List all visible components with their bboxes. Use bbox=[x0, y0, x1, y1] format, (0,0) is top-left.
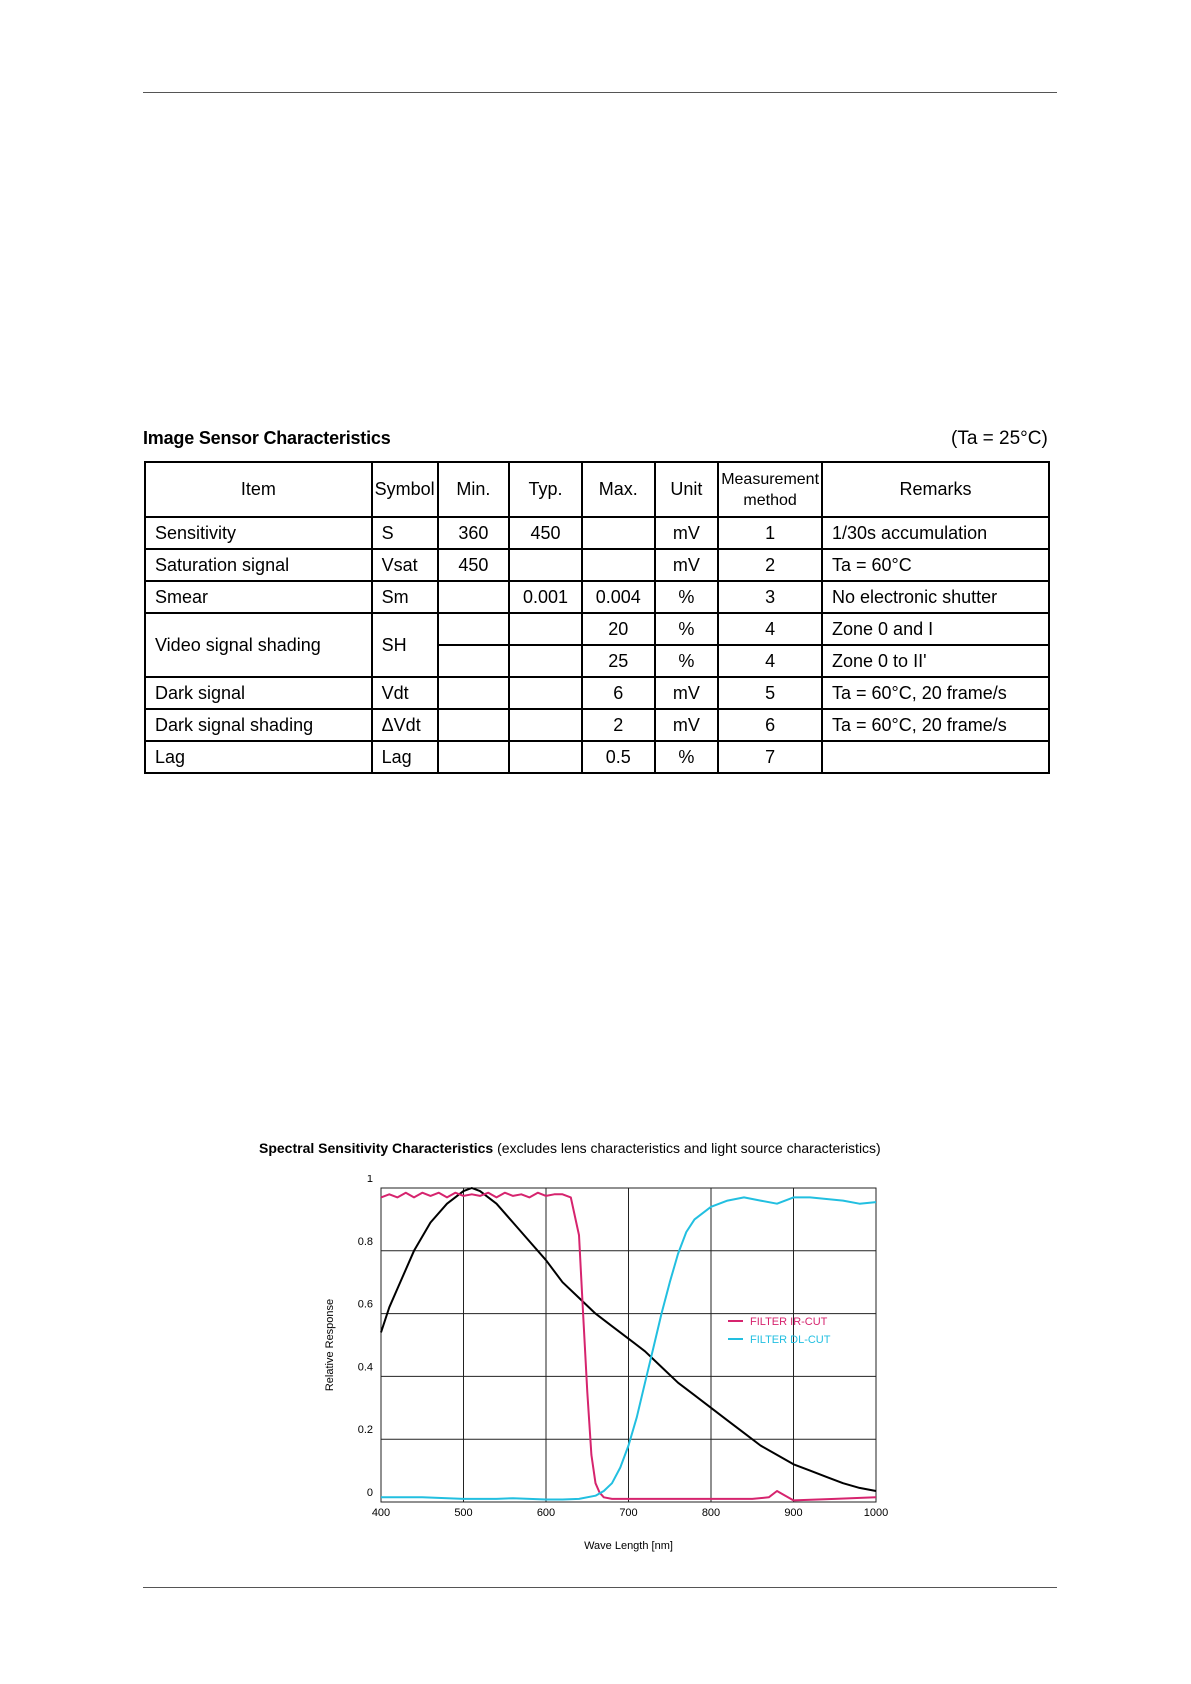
legend-label: FILTER IR-CUT bbox=[750, 1316, 828, 1328]
cell-unit: mV bbox=[655, 677, 719, 709]
header-item: Item bbox=[145, 462, 372, 517]
table-header-row bbox=[145, 462, 1049, 517]
cell-typ bbox=[509, 549, 582, 581]
x-tick-label: 400 bbox=[371, 1507, 391, 1519]
cell-typ: 0.001 bbox=[509, 581, 582, 613]
x-tick-label: 800 bbox=[701, 1507, 721, 1519]
cell-unit: mV bbox=[655, 517, 719, 549]
characteristics-table bbox=[144, 461, 1050, 774]
cell-unit: % bbox=[655, 581, 719, 613]
x-tick-label: 500 bbox=[454, 1507, 473, 1519]
cell-symbol: Lag bbox=[372, 741, 438, 773]
x-tick-label: 700 bbox=[619, 1507, 638, 1519]
cell-max bbox=[582, 549, 655, 581]
cell-max: 6 bbox=[582, 677, 655, 709]
cell-min: 450 bbox=[438, 549, 509, 581]
cell-method: 4 bbox=[718, 645, 822, 677]
x-tick-label: 1000 bbox=[863, 1507, 889, 1519]
cell-min bbox=[438, 677, 509, 709]
cell-method: 3 bbox=[718, 581, 822, 613]
cell-symbol: Sm bbox=[372, 581, 438, 613]
cell-min bbox=[438, 613, 509, 645]
header-remarks: Remarks bbox=[822, 462, 1049, 517]
cell-method: 1 bbox=[718, 517, 822, 549]
cell-remarks: Zone 0 and I bbox=[822, 613, 1049, 645]
y-tick-label: 0.6 bbox=[357, 1298, 373, 1311]
cell-remarks: Ta = 60°C bbox=[822, 549, 1049, 581]
legend-label: FILTER DL-CUT bbox=[750, 1334, 831, 1346]
cell-min bbox=[438, 741, 509, 773]
y-tick-label: 0.8 bbox=[357, 1235, 373, 1248]
cell-unit: mV bbox=[655, 709, 719, 741]
header-typ: Typ. bbox=[509, 462, 582, 517]
cell-typ bbox=[509, 677, 582, 709]
table-row bbox=[145, 709, 1049, 741]
table-row bbox=[145, 677, 1049, 709]
cell-method: 2 bbox=[718, 549, 822, 581]
section-title: Image Sensor Characteristics bbox=[143, 428, 391, 448]
cell-symbol: S bbox=[372, 517, 438, 549]
cell-min bbox=[438, 581, 509, 613]
cell-typ bbox=[509, 709, 582, 741]
cell-max: 25 bbox=[582, 645, 655, 677]
spectral-sensitivity-chart bbox=[310, 1175, 910, 1565]
x-axis-label: Wave Length [nm] bbox=[584, 1540, 673, 1552]
table-row bbox=[145, 741, 1049, 773]
cell-remarks: Ta = 60°C, 20 frame/s bbox=[822, 677, 1049, 709]
header-measurement-method bbox=[718, 462, 822, 517]
cell-method: 4 bbox=[718, 613, 822, 645]
cell-method: 6 bbox=[718, 709, 822, 741]
header-measurement-line1: Measurement bbox=[721, 470, 820, 488]
cell-min bbox=[438, 709, 509, 741]
cell-item: Dark signal shading bbox=[145, 709, 372, 741]
cell-unit: % bbox=[655, 741, 719, 773]
y-tick-label: 0.2 bbox=[357, 1424, 373, 1437]
cell-typ bbox=[509, 741, 582, 773]
cell-typ: 450 bbox=[509, 517, 582, 549]
chart-heading-bold: Spectral Sensitivity Characteristics bbox=[259, 1140, 494, 1156]
x-tick-label: 600 bbox=[536, 1507, 556, 1519]
cell-item: Saturation signal bbox=[145, 549, 372, 581]
section-condition: (Ta = 25°C) bbox=[951, 428, 1048, 449]
cell-remarks: Ta = 60°C, 20 frame/s bbox=[822, 709, 1049, 741]
cell-item: Dark signal bbox=[145, 677, 372, 709]
cell-item: Lag bbox=[145, 741, 372, 773]
y-tick-label: 1 bbox=[366, 1175, 373, 1185]
cell-remarks bbox=[822, 741, 1049, 773]
cell-item: Sensitivity bbox=[145, 517, 372, 549]
table-row bbox=[145, 517, 1049, 549]
cell-min bbox=[438, 645, 509, 677]
header-rule bbox=[143, 92, 1057, 93]
cell-unit: % bbox=[655, 645, 719, 677]
header-unit: Unit bbox=[655, 462, 719, 517]
cell-max: 20 bbox=[582, 613, 655, 645]
cell-remarks: Zone 0 to II' bbox=[822, 645, 1049, 677]
chart-heading bbox=[259, 1140, 881, 1156]
cell-method: 7 bbox=[718, 741, 822, 773]
cell-remarks: No electronic shutter bbox=[822, 581, 1049, 613]
table-row bbox=[145, 581, 1049, 613]
x-tick-label: 900 bbox=[784, 1507, 803, 1519]
cell-method: 5 bbox=[718, 677, 822, 709]
cell-typ bbox=[509, 613, 582, 645]
cell-item: Video signal shading bbox=[145, 613, 372, 677]
cell-remarks: 1/30s accumulation bbox=[822, 517, 1049, 549]
header-min: Min. bbox=[438, 462, 509, 517]
cell-min: 360 bbox=[438, 517, 509, 549]
header-symbol: Symbol bbox=[372, 462, 438, 517]
cell-item: Smear bbox=[145, 581, 372, 613]
table-row bbox=[145, 549, 1049, 581]
cell-unit: % bbox=[655, 613, 719, 645]
cell-symbol: ΔVdt bbox=[372, 709, 438, 741]
table-row bbox=[145, 613, 1049, 645]
chart-heading-rest: (excludes lens characteristics and light source characteristics) bbox=[493, 1140, 881, 1156]
y-axis-label: Relative Response bbox=[324, 1298, 336, 1392]
cell-typ bbox=[509, 645, 582, 677]
y-tick-label: 0.4 bbox=[357, 1361, 373, 1374]
cell-max: 2 bbox=[582, 709, 655, 741]
y-tick-label: 0 bbox=[366, 1487, 373, 1499]
header-max: Max. bbox=[582, 462, 655, 517]
cell-symbol: Vsat bbox=[372, 549, 438, 581]
cell-max: 0.5 bbox=[582, 741, 655, 773]
cell-unit: mV bbox=[655, 549, 719, 581]
header-measurement-line2: method bbox=[743, 491, 797, 509]
cell-max: 0.004 bbox=[582, 581, 655, 613]
footer-rule bbox=[143, 1587, 1057, 1588]
cell-symbol: Vdt bbox=[372, 677, 438, 709]
cell-symbol: SH bbox=[372, 613, 438, 677]
cell-max bbox=[582, 517, 655, 549]
